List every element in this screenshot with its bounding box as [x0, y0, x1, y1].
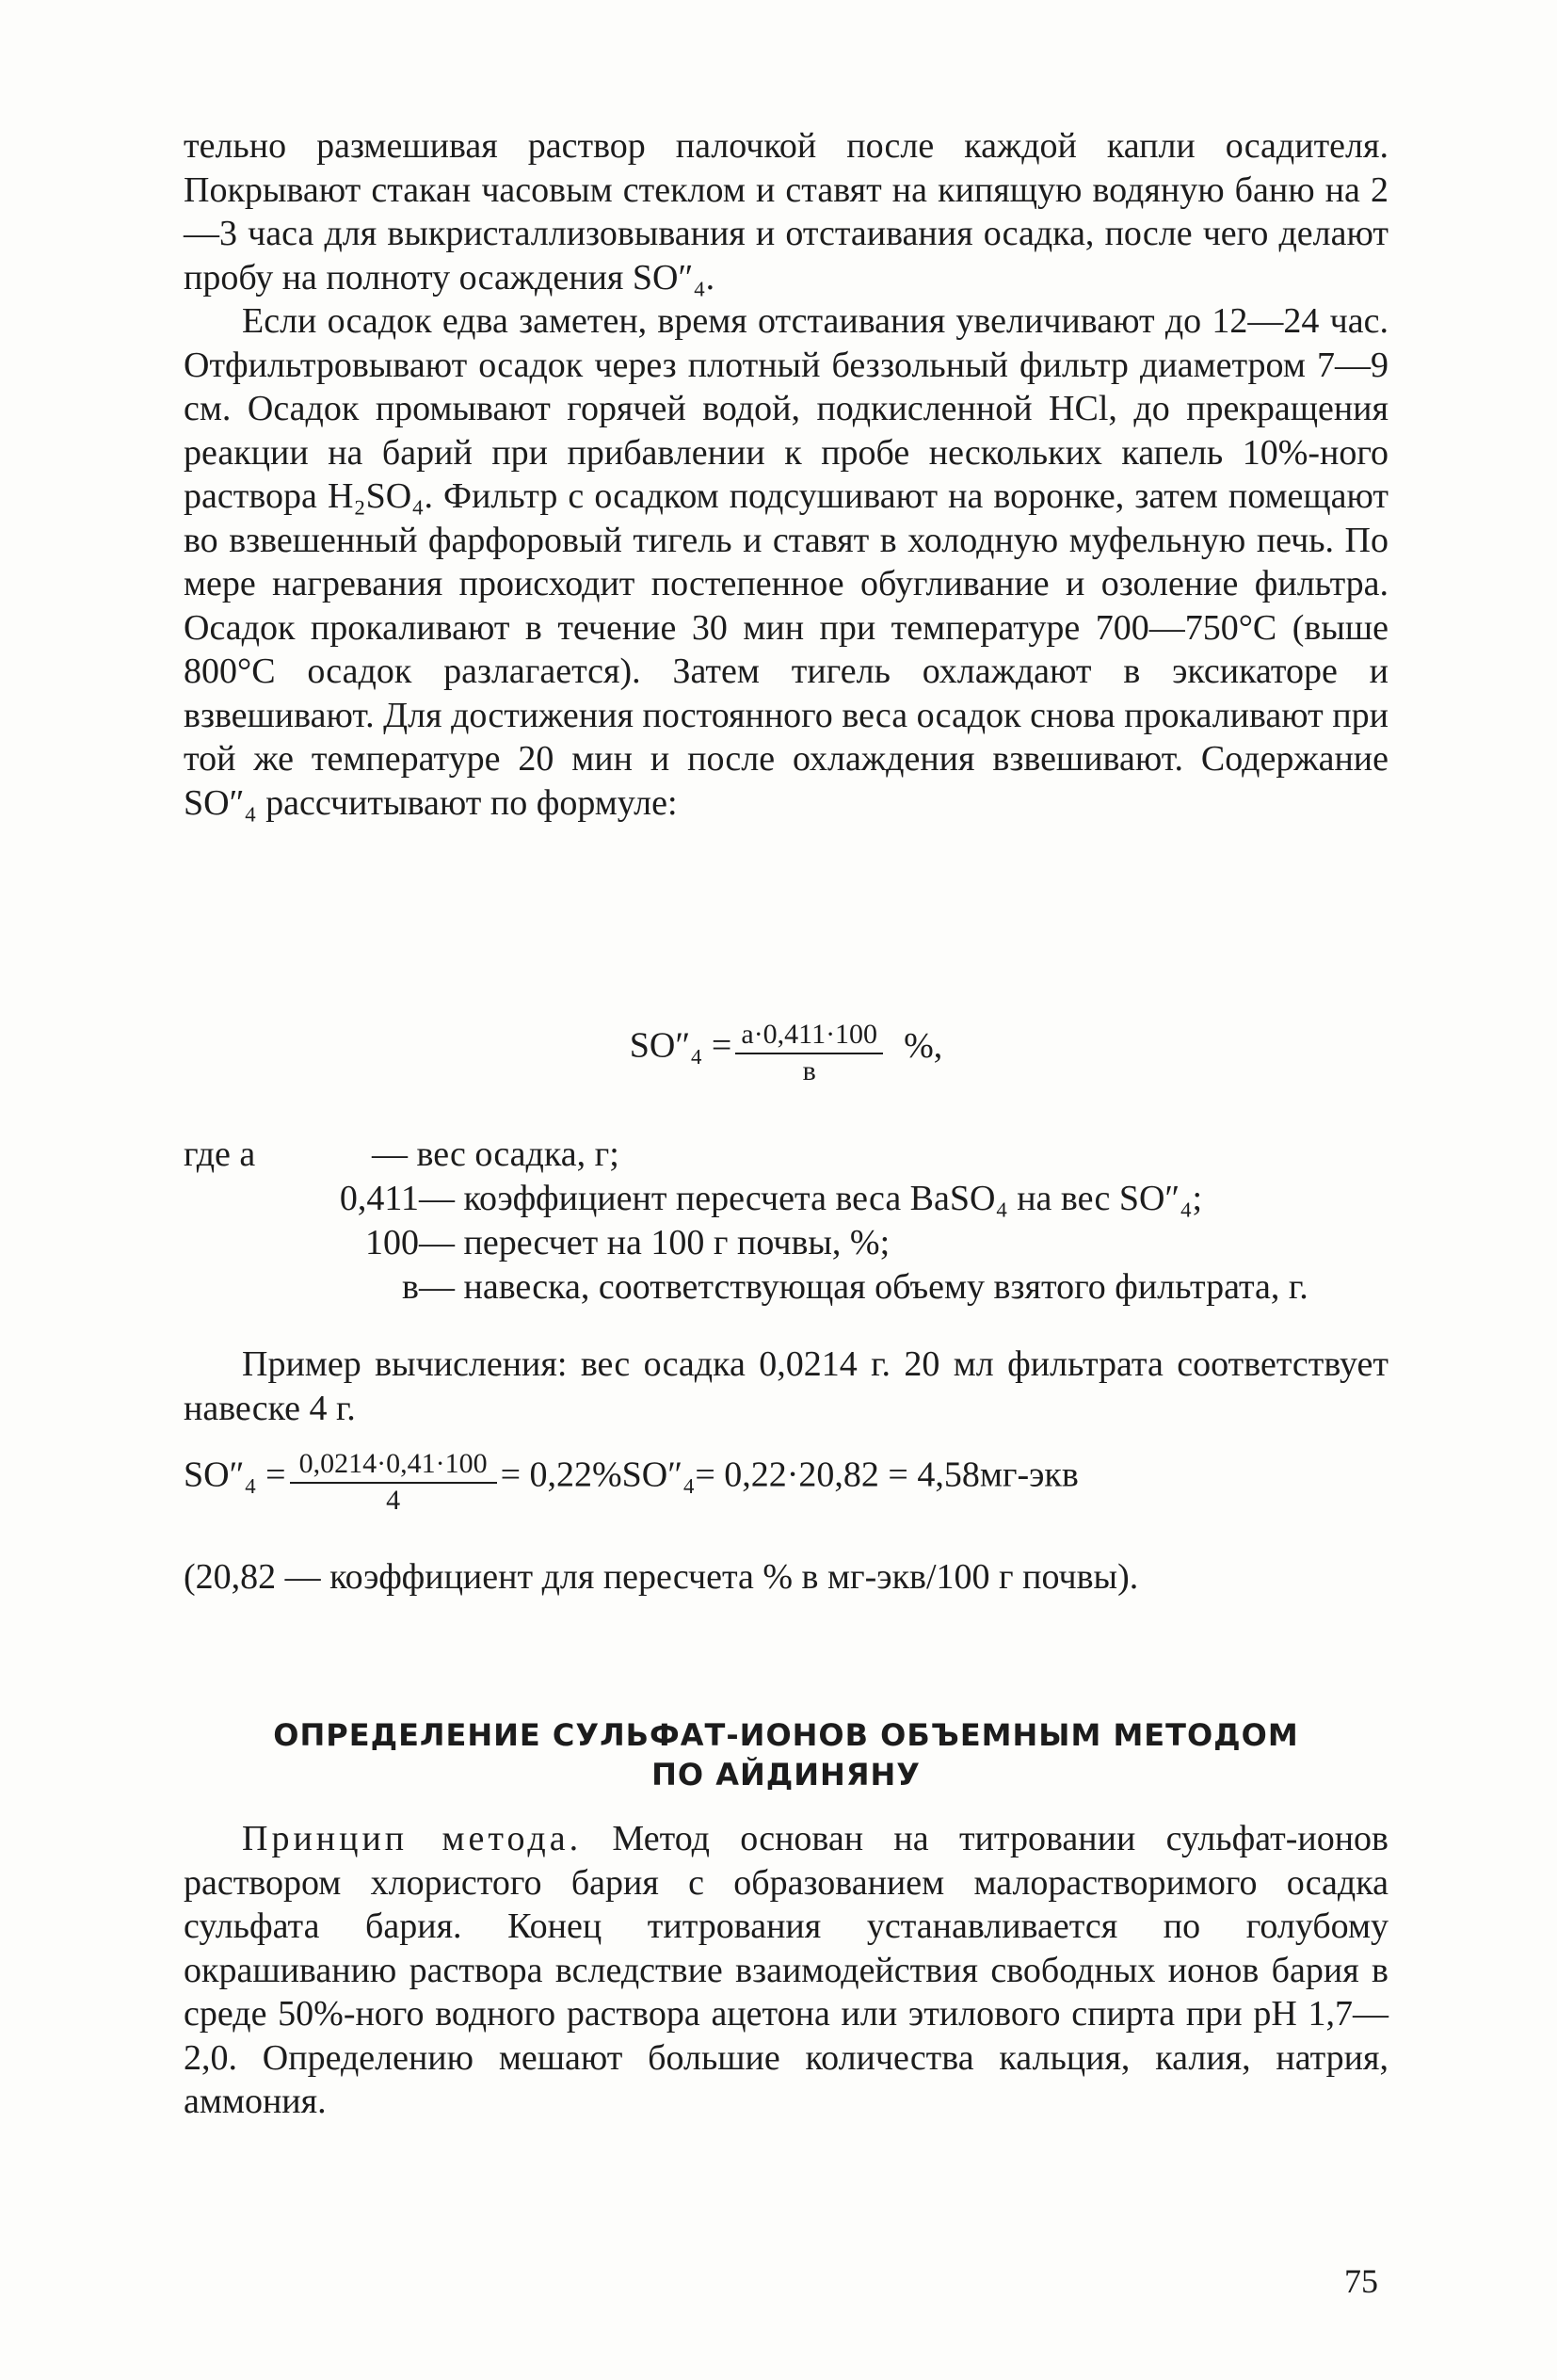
definition-item — [184, 1133, 1388, 1177]
formula-so4-general — [184, 1019, 1388, 1088]
text-column — [184, 124, 1388, 825]
note-block — [184, 1555, 1388, 1600]
note-text: (20,82 — коэффициент для пересчета % в мг-экв/100 г почвы). — [184, 1557, 1139, 1597]
definition-text: — навеска, соответствующая объему взятого фильтрата, г. — [419, 1267, 1308, 1307]
definition-text: — пересчет на 100 г почвы, %; — [419, 1223, 891, 1262]
definition-term: 0,411 — [339, 1179, 419, 1218]
formula-so4-example — [184, 1448, 1388, 1518]
formula-lhs: SO″₄ = — [184, 1455, 286, 1495]
heading-line-1: ОПРЕДЕЛЕНИЕ СУЛЬФАТ-ИОНОВ ОБЪЕМНЫМ МЕТОДОМ — [273, 1717, 1299, 1753]
principle-block — [184, 1817, 1388, 2124]
section-heading — [184, 1715, 1388, 1794]
principle-text: Метод основан на титровании сульфат-ионов раствором хлористого бария с образованием малорастворимого осадка сульфата бария. Конец титрования устанавливается по голубому окрашиванию раствора вследствие взаимодействия свободных ионов бария в среде 50%-ного водного раствора ацетона или этилового спирта при pH 1,7—2,0. Определению мешают большие количества кальция, калия, натрия, аммония. — [184, 1819, 1388, 2121]
principle-label: Принцип метода. — [242, 1819, 583, 1858]
principle-paragraph — [184, 1817, 1388, 2124]
definition-term: где а — [184, 1134, 256, 1174]
definition-item — [184, 1177, 1388, 1221]
formula-lhs: SO″₄ = — [629, 1025, 732, 1066]
formula-result: = 0,22%SO″₄= 0,22·20,82 = 4,58мг-экв — [500, 1455, 1079, 1495]
formula-numerator: 0,0214·0,41·100 — [290, 1448, 497, 1484]
formula-fraction — [290, 1448, 497, 1518]
definition-item — [184, 1265, 1388, 1310]
definition-item — [184, 1221, 1388, 1265]
paragraph-procedure: Если осадок едва заметен, время отстаивания увеличивают до 12—24 час. Отфильтровывают осадок через плотный беззольный фильтр диаметром 7—9 см. Осадок промывают горячей водой, подкисленной HCl, до прекращения реакции на барий при прибавлении к пробе нескольких капель 10%-ного раствора H₂SO₄. Фильтр с осадком подсушивают на воронке, затем помещают во взвешенный фарфоровый тигель и ставят в холодную муфельную печь. По мере нагревания происходит постепенное обугливание и озоление фильтра. Осадок прокаливают в течение 30 мин при температуре 700—750°C (выше 800°C осадок разлагается). Затем тигель охлаждают в эксикаторе и взвешивают. Для достижения постоянного веса осадок снова прокаливают при той же температуре 20 мин и после охлаждения взвешивают. Содержание SO″₄ рассчитывают по формуле: — [184, 301, 1388, 823]
example-text: Пример вычисления: вес осадка 0,0214 г. 20 мл фильтрата соответствует навеске 4 г. — [184, 1344, 1388, 1428]
formula-denominator: в — [802, 1055, 816, 1086]
definition-text: — вес осадка, г; — [372, 1134, 619, 1174]
definition-text: — коэффициент пересчета веса BaSO₄ на вес SO″₄; — [419, 1179, 1203, 1218]
definition-term: 100 — [365, 1223, 419, 1262]
page-number: 75 — [1344, 2262, 1378, 2300]
formula-suffix: %, — [904, 1025, 943, 1066]
formula-denominator: 4 — [386, 1485, 401, 1516]
formula-fraction — [735, 1019, 883, 1088]
heading-line-2: ПО АЙДИНЯНУ — [651, 1757, 921, 1793]
formula-numerator: a·0,411·100 — [735, 1019, 883, 1054]
definition-term: в — [402, 1267, 419, 1307]
paragraph-continuation: тельно размешивая раствор палочкой после каждой капли осадителя. Покрывают стакан часовым стеклом и ставят на кипящую водяную баню на 2—3 часа для выкристаллизовывания и отстаивания осадка, после чего делают пробу на полноту осаждения SO″₄. — [184, 126, 1388, 298]
example-block — [184, 1343, 1388, 1430]
